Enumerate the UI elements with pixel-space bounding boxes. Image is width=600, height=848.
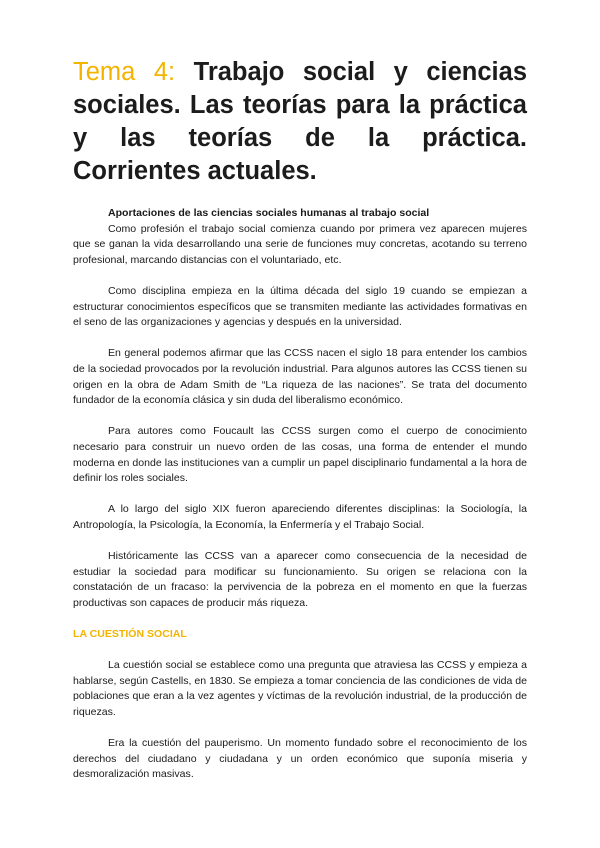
section-heading-cuestion-social: LA CUESTIÓN SOCIAL	[73, 628, 187, 641]
paragraph-1	[73, 206, 527, 268]
page-title	[73, 56, 527, 188]
paragraph-6: Históricamente las CCSS van a aparecer como consecuencia de la necesidad de estudiar la sociedad para modificar su funcionamiento. Su origen se relaciona con la constatación de un fracaso: la pervivencia de la pobreza en el momento en que la fuerzas productivas son capaces de producir más riqueza.	[73, 550, 527, 609]
document-body	[73, 206, 527, 783]
paragraph-1-text: Como profesión el trabajo social comienza cuando por primera vez aparecen mujeres que se ganan la vida desarrollando una serie de funciones muy concretas, acotando su terreno profesional, marcando distancias con el voluntariado, etc.	[73, 222, 527, 266]
title-prefix: Tema 4:	[73, 58, 176, 86]
paragraph-8: Era la cuestión del pauperismo. Un momento fundado sobre el reconocimiento de los derechos del ciudadano y ciudadana y un orden económico que suponía miseria y desmoralización masivas.	[73, 737, 527, 781]
section-subtitle: Aportaciones de las ciencias sociales humanas al trabajo social	[108, 207, 430, 219]
paragraph-3: En general podemos afirmar que las CCSS nacen el siglo 18 para entender los cambios de la sociedad provocados por la revolución industrial. Para algunos autores las CCSS tienen su origen en la obra de Adam Smith de “La riqueza de las naciones”. Se trata del documento fundador de la economía clásica y sin duda del liberalismo económico.	[73, 347, 527, 407]
paragraph-2: Como disciplina empieza en la última década del siglo 19 cuando se empiezan a estructurar conocimientos específicos que se transmiten mediante las actividades formativas en el seno de las organizaciones y agencias y después en la universidad.	[73, 284, 527, 329]
paragraph-4: Para autores como Foucault las CCSS surgen como el cuerpo de conocimiento necesario para construir un nuevo orden de las cosas, una forma de entender el mundo moderna en donde las instituciones van a cumplir un papel disciplinario fundamental a la hora de definir los roles sociales.	[73, 425, 527, 485]
title-main: Trabajo social y ciencias sociales. Las teorías para la práctica y las teorías de la práctica. Corrientes actuales.	[73, 58, 527, 185]
paragraph-5: A lo largo del siglo XIX fueron apareciendo diferentes disciplinas: la Sociología, la Antropología, la Psicología, la Economía, la Enfermería y el Trabajo Social.	[73, 503, 527, 531]
paragraph-7: La cuestión social se establece como una pregunta que atraviesa las CCSS y empieza a hablarse, según Castells, en 1830. Se empieza a tomar conciencia de las condiciones de vida de poblaciones que eran a la vez agentes y víctimas de la revolución industrial, de la producción de riquezas.	[73, 659, 527, 718]
